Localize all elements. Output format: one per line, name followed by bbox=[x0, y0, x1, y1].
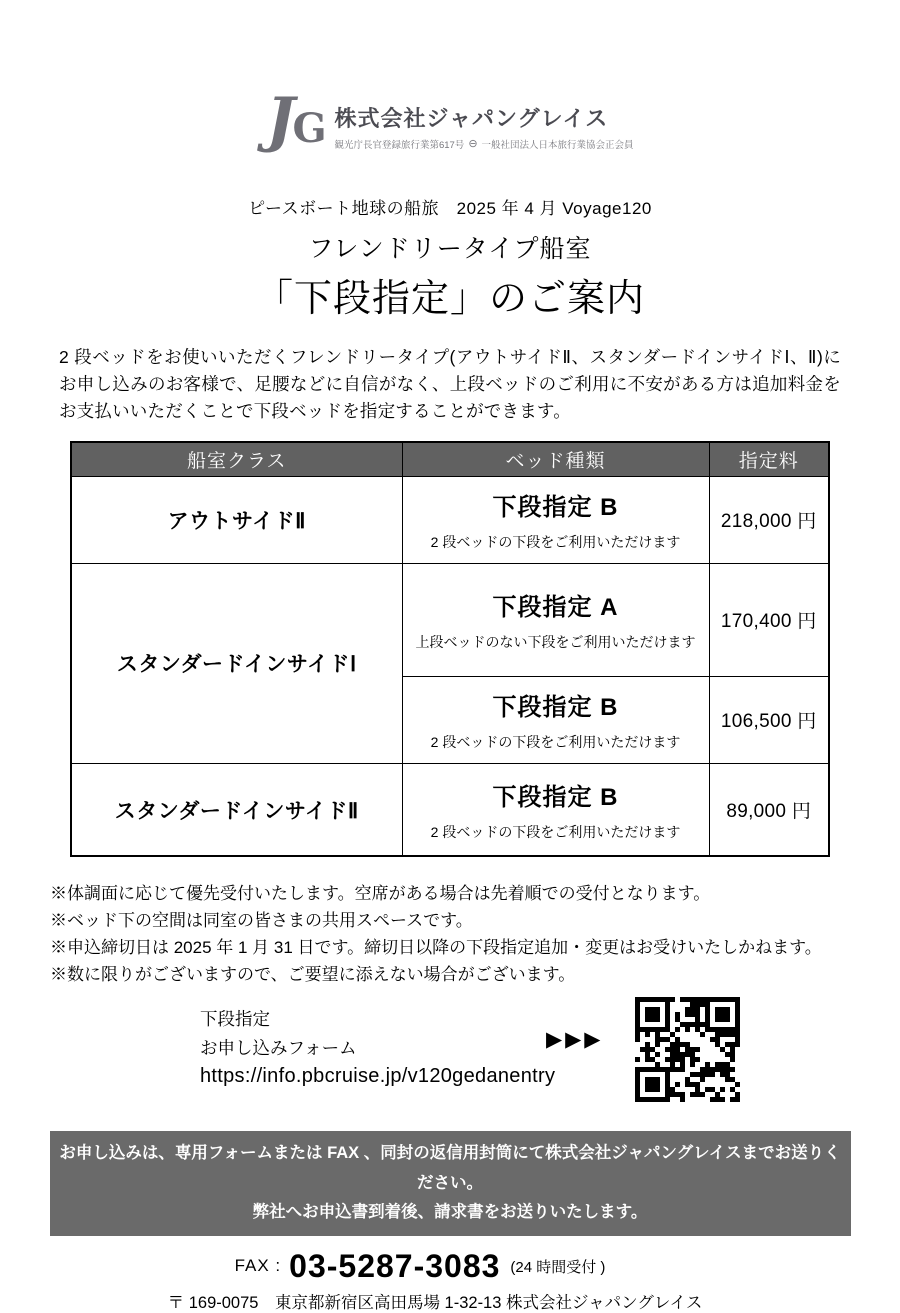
note-line: ※体調面に応じて優先受付いたします。空席がある場合は先着順での受付となります。 bbox=[50, 884, 711, 904]
jata-logo-icon: ⊖ bbox=[468, 137, 478, 150]
registration-number: 観光庁長官登録旅行業第617号 bbox=[334, 140, 465, 151]
apply-label-line1: 下段指定 bbox=[200, 1008, 270, 1029]
bed-description: 2 段ベッドの下段をご利用いただけます bbox=[430, 534, 681, 551]
fax-hours-note: (24 時間受付 ) bbox=[510, 1258, 606, 1276]
apply-form-url[interactable]: https://info.pbcruise.jp/v120gedanentry bbox=[200, 1064, 556, 1087]
cabin-cell: スタンダードインサイドⅡ bbox=[71, 763, 402, 856]
bed-name: 下段指定 B bbox=[492, 784, 619, 812]
bed-name: 下段指定 B bbox=[492, 694, 619, 722]
document-title: 「下段指定」のご案内 bbox=[254, 278, 645, 320]
notes-list bbox=[50, 881, 850, 988]
bed-description: 上段ベッドのない下段をご利用いただけます bbox=[415, 634, 696, 651]
jg-monogram-icon bbox=[266, 85, 332, 155]
submission-instruction-band bbox=[50, 1131, 851, 1236]
bed-cell bbox=[402, 676, 709, 763]
price-cell: 89,000 円 bbox=[709, 763, 829, 856]
logo-letter-j: J bbox=[266, 85, 295, 155]
note-line: ※ベッド下の空間は同室の皆さまの共用スペースです。 bbox=[50, 911, 473, 931]
table-header-row bbox=[71, 442, 829, 476]
fax-label: FAX : bbox=[234, 1256, 282, 1276]
band-line2: 弊社へお申込書到着後、請求書をお送りいたします。 bbox=[252, 1203, 648, 1222]
cabin-cell: アウトサイドⅡ bbox=[71, 476, 402, 563]
company-name: 株式会社ジャパングレイス bbox=[334, 106, 609, 131]
bed-cell bbox=[402, 763, 709, 856]
bed-cell bbox=[402, 476, 709, 563]
qr-code bbox=[635, 997, 740, 1102]
band-line1: お申し込みは、専用フォームまたは FAX 、同封の返信用封筒にて株式会社ジャパングレイスまでお送りください。 bbox=[59, 1143, 841, 1192]
table-row bbox=[71, 563, 829, 676]
price-table bbox=[70, 441, 830, 857]
note-line: ※申込締切日は 2025 年 1 月 31 日です。締切日以降の下段指定追加・変更はお受けいたしかねます。 bbox=[50, 938, 822, 958]
apply-form-label bbox=[200, 1005, 357, 1063]
price-cell: 106,500 円 bbox=[709, 676, 829, 763]
company-address: 〒 169-0075 東京都新宿区高田馬場 1-32-13 株式会社ジャパングレイス bbox=[167, 1293, 703, 1312]
intro-paragraph: 2 段ベッドをお使いいただくフレンドリータイプ(アウトサイドⅡ、スタンダードインサイドⅠ、Ⅱ)にお申し込みのお客様で、足腰などに自信がなく、上段ベッドのご利用に不安がある方は追加料金をお支払いいただくことで下段ベッドを指定することができます。 bbox=[59, 347, 841, 422]
bed-cell bbox=[402, 563, 709, 676]
bed-description: 2 段ベッドの下段をご利用いただけます bbox=[430, 824, 681, 841]
apply-form-section bbox=[70, 997, 830, 1109]
voyage-series-line: ピースボート地球の船旅 2025 年 4 月 Voyage120 bbox=[248, 199, 652, 218]
registration-line bbox=[334, 137, 633, 151]
logo-letter-g: G bbox=[292, 105, 327, 152]
table-row bbox=[71, 763, 829, 856]
header-fee: 指定料 bbox=[709, 442, 829, 476]
logo-text-block bbox=[334, 96, 633, 151]
apply-label-line2: お申し込みフォーム bbox=[200, 1037, 357, 1058]
fax-number: 03-5287-3083 bbox=[289, 1247, 501, 1284]
company-logo bbox=[0, 0, 900, 154]
bed-name: 下段指定 B bbox=[492, 494, 619, 522]
bed-name: 下段指定 A bbox=[492, 594, 619, 622]
price-cell: 218,000 円 bbox=[709, 476, 829, 563]
fax-row bbox=[0, 1248, 900, 1285]
header-bed-type: ベッド種類 bbox=[402, 442, 709, 476]
header-cabin-class: 船室クラス bbox=[71, 442, 402, 476]
note-line: ※数に限りがございますので、ご要望に添えない場合がございます。 bbox=[50, 964, 576, 984]
triple-arrow-icon: ▶▶▶ bbox=[546, 1027, 604, 1051]
table-row bbox=[71, 476, 829, 563]
price-cell: 170,400 円 bbox=[709, 563, 829, 676]
cabin-cell: スタンダードインサイドⅠ bbox=[71, 563, 402, 763]
document-subtitle: フレンドリータイプ船室 bbox=[308, 235, 592, 263]
association-membership: 一般社団法人日本旅行業協会正会員 bbox=[481, 140, 634, 151]
bed-description: 2 段ベッドの下段をご利用いただけます bbox=[430, 734, 681, 751]
